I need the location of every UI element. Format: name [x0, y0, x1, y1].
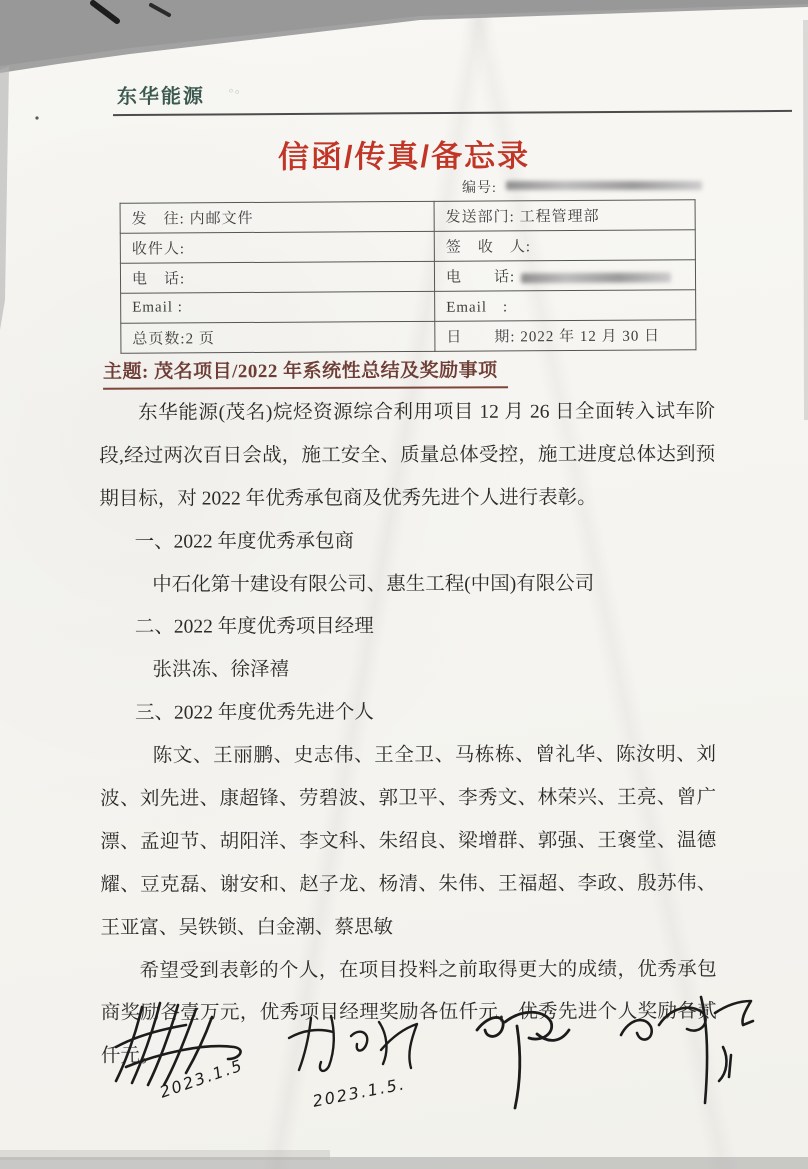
speck [35, 116, 38, 119]
company-logo: 东华能源 [116, 85, 206, 109]
cell-email-left: Email : [121, 291, 435, 323]
cell-total-pages: 总页数:2 页 [121, 321, 435, 353]
table-row [120, 260, 695, 294]
document-title: 信函/传真/备忘录 [277, 138, 531, 175]
doc-number-redaction [506, 181, 702, 190]
pen-mark-1 [93, 3, 117, 21]
section2-item: 张洪冻、徐泽禧 [152, 659, 290, 682]
header-rule [113, 110, 792, 116]
closing-paragraph: 希望受到表彰的个人，在项目投料之前取得更大的成绩，优秀承包商奖励各壹万元，优秀项目经理奖励各伍仟元，优秀先进个人奖励各贰仟元。 [100, 958, 717, 1068]
signature-4 [615, 985, 787, 1113]
phone-redaction [521, 272, 671, 283]
pen-mark-2 [151, 5, 169, 15]
signature-2-date: 2023.1.5. [311, 1074, 408, 1111]
scan-left-shadow [0, 66, 9, 330]
cell-send-dept: 发送部门: 工程管理部 [434, 200, 695, 232]
section1-item: 中石化第十建设有限公司、惠生工程(中国)有限公司 [152, 573, 595, 596]
section3-heading: 三、2022 年度优秀先进个人 [135, 702, 374, 724]
awardee-names: 陈文、王丽鹏、史志伟、王全卫、马栋栋、曾礼华、陈汝明、刘波、刘先进、康超锋、劳碧波、郭卫平、李秀文、林荣兴、王亮、曾广漂、孟迎节、胡阳洋、李文科、朱绍良、梁增群、郭强、王褒堂、温德耀、豆克磊、谢安和、赵子龙、杨清、朱伟、王福超、李政、殷苏伟、王亚富、吴铁锁、白金潮、蔡思敏 [100, 744, 717, 939]
signature-2 [285, 1010, 437, 1088]
signature-area [100, 985, 790, 1150]
memo-body [99, 391, 717, 1079]
scan-top-shadow [0, 0, 808, 73]
table-row [121, 320, 696, 354]
subject-line: 主题: 茂名项目/2022 年系统性总结及奖励事项 [103, 355, 508, 389]
table-row [121, 290, 696, 324]
cell-signer: 签 收 人: [434, 230, 695, 262]
doc-number-label: 编号: [462, 181, 497, 196]
intro-paragraph: 东华能源(茂名)烷烃资源综合利用项目 12 月 26 日全面转入试车阶段,经过两次百日会战，施工安全、质量总体受控，施工进度总体达到预期目标，对 2022 年优秀承包商及优秀先进个人进行表彰。 [99, 401, 716, 510]
cell-date: 日 期: 2022 年 12 月 30 日 [435, 320, 696, 352]
section1-heading: 一、2022 年度优秀承包商 [134, 530, 355, 553]
scan-bottom-shadow [0, 1157, 808, 1169]
table-row [120, 200, 695, 234]
cell-email-right: Email : [435, 290, 696, 322]
memo-info-table [120, 199, 697, 354]
signature-3 [465, 1000, 587, 1118]
cell-send-to: 发 往: 内邮文件 [120, 201, 434, 233]
scan-right-shadow [803, 20, 808, 420]
cell-recipient: 收件人: [120, 231, 434, 263]
section2-heading: 二、2022 年度优秀项目经理 [134, 616, 374, 639]
phone-label: 电 话: [445, 269, 516, 286]
logo-ghost-mark: ◦◦ [226, 82, 243, 102]
signature-1-date: 2023.1.5 [157, 1055, 246, 1102]
table-row [120, 230, 695, 264]
cell-phone-left: 电 话: [120, 261, 434, 293]
cell-phone-right [434, 260, 695, 292]
